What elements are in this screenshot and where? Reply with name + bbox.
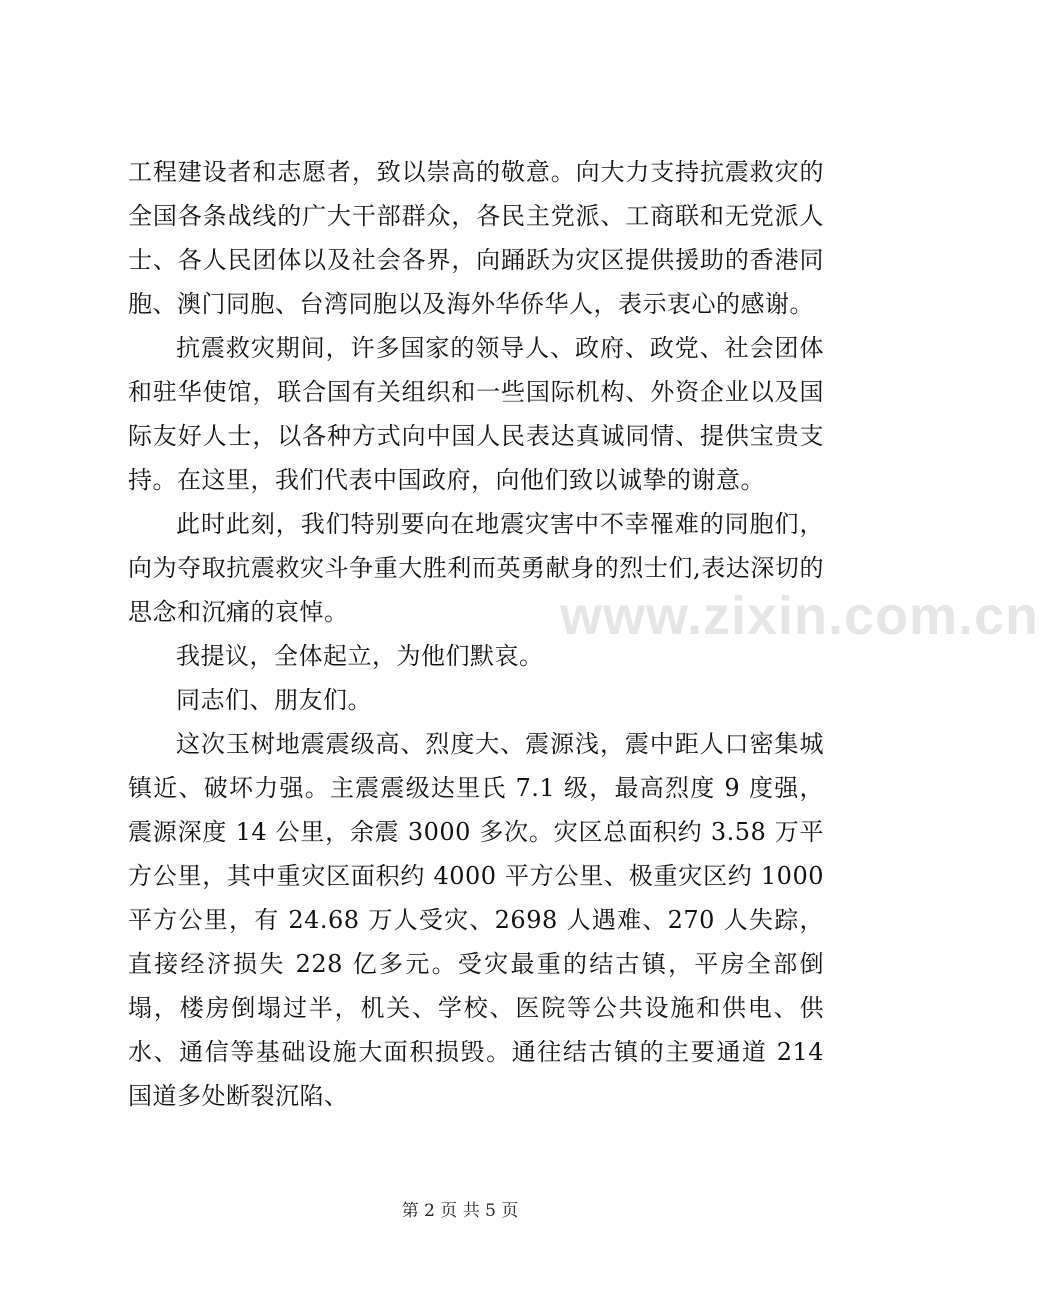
paragraph-2: 抗震救灾期间，许多国家的领导人、政府、政党、社会团体和驻华使馆，联合国有关组织和一些国际机构、外资企业以及国际友好人士，以各种方式向中国人民表达真诚同情、提供宝贵支持。在这里，我们代表中国政府，向他们致以诚挚的谢意。 xyxy=(128,334,824,494)
document-body xyxy=(128,150,824,1118)
paragraph-6: 这次玉树地震震级高、烈度大、震源浅，震中距人口密集城镇近、破坏力强。主震震级达里氏 7.1 级，最高烈度 9 度强，震源深度 14 公里，余震 3000 多次。灾区总面积约 3.58 万平方公里，其中重灾区面积约 4000 平方公里、极重灾区约 1000 平方公里，有 24.68 万人受灾、2698 人遇难、270 人失踪，直接经济损失 228 亿多元。受灾最重的结古镇，平房全部倒塌，楼房倒塌过半，机关、学校、医院等公共设施和供电、供水、通信等基础设施大面积损毁。通往结古镇的主要通道 214 国道多处断裂沉陷、 xyxy=(128,730,824,1110)
watermark: www.zixin.com.cn xyxy=(560,586,1039,646)
paragraph-5: 同志们、朋友们。 xyxy=(176,686,372,714)
paragraph-3: 此时此刻，我们特别要向在地震灾害中不幸罹难的同胞们，向为夺取抗震救灾斗争重大胜利而英勇献身的烈士们,表达深切的思念和沉痛的哀悼。 xyxy=(128,510,824,626)
paragraph-4: 我提议，全体起立，为他们默哀。 xyxy=(176,642,544,670)
page-number-footer: 第 2 页 共 5 页 xyxy=(401,1201,519,1221)
paragraph-1: 工程建设者和志愿者，致以崇高的敬意。向大力支持抗震救灾的全国各条战线的广大干部群众，各民主党派、工商联和无党派人士、各人民团体以及社会各界，向踊跃为灾区提供援助的香港同胞、澳门同胞、台湾同胞以及海外华侨华人，表示衷心的感谢。 xyxy=(128,158,824,318)
